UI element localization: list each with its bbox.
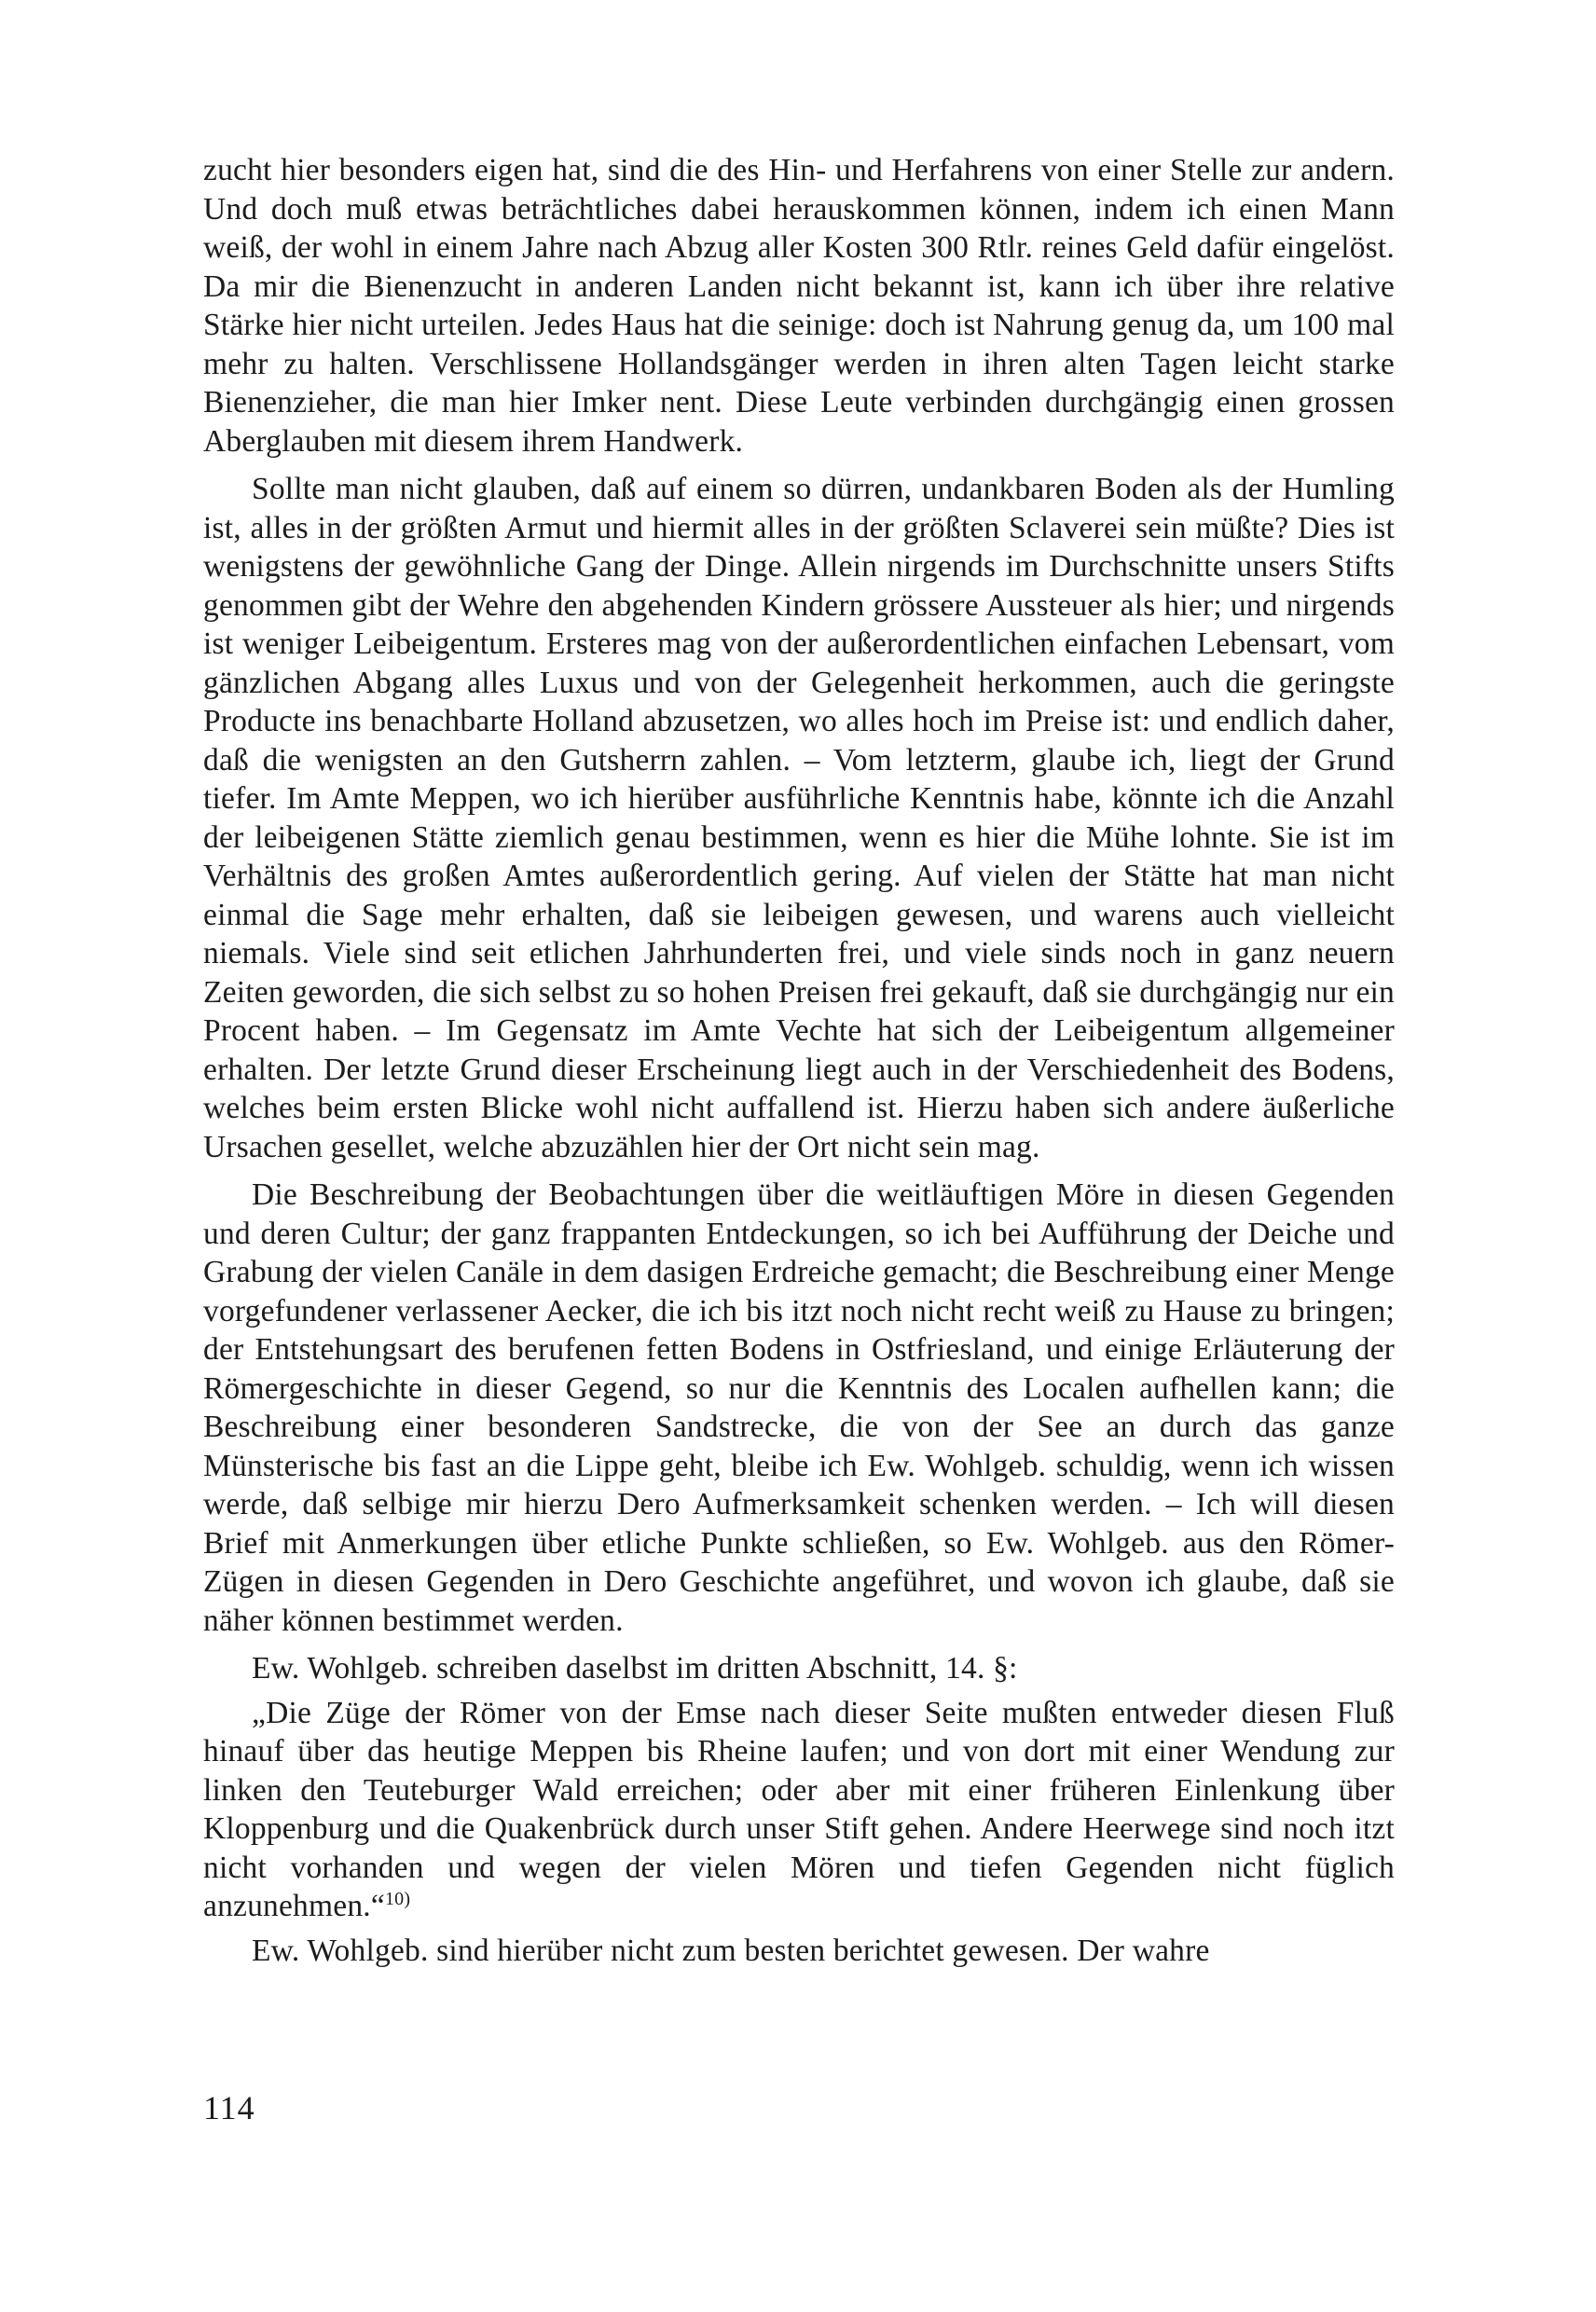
body-text [203, 151, 1395, 1979]
footnote-marker: 10) [384, 1888, 411, 1909]
paragraph-moors-description: Die Beschreibung der Beobachtungen über die weitläuftigen Möre in diesen Gegenden und deren Cultur; der ganz frappanten Entdeckungen, so ich bei Aufführung der Deiche und Grabung der vielen Canäle in dem dasigen Erdreiche gemacht; die Beschreibung einer Menge vorgefundener verlassener Aecker, die ich bis itzt noch nicht recht weiß zu Hause zu bringen; der Entstehungsart des berufenen fetten Bodens in Ostfriesland, und einige Erläuterung der Römergeschichte in dieser Gegend, so nur die Kenntnis des Localen aufhellen kann; die Beschreibung einer besonderen Sandstrecke, die von der See an durch das ganze Münsterische bis fast an die Lippe geht, bleibe ich Ew. Wohlgeb. schuldig, wenn ich wissen werde, daß selbige mir hierzu Dero Aufmerksamkeit schenken werden. – Ich will diesen Brief mit Anmerkungen über etliche Punkte schließen, so Ew. Wohlgeb. aus den Römer-Zügen in diesen Gegenden in Dero Geschichte angeführet, und wovon ich glaube, daß sie näher können bestimmet werden. [203, 1177, 1395, 1638]
paragraph-bee-keeping: zucht hier besonders eigen hat, sind die des Hin- und Herfahrens von einer Stelle zur andern. Und doch muß etwas beträchtliches dabei herauskommen können, indem ich einen Mann weiß, der wohl in einem Jahre nach Abzug aller Kosten 300 Rtlr. reines Geld dafür eingelöst. Da mir die Bienenzucht in anderen Landen nicht bekannt ist, kann ich über ihre relative Stärke hier nicht urteilen. Jedes Haus hat die seinige: doch ist Nahrung genug da, um 100 mal mehr zu halten. Verschlissene Hollandsgänger werden in ihren alten Tagen leicht starke Bienenzieher, die man hier Imker nent. Diese Leute verbinden durchgängig einen grossen Aberglauben mit diesem ihrem Handwerk. [203, 153, 1395, 459]
paragraph-roman-routes-quote [203, 1694, 1395, 1926]
page-number: 114 [203, 2089, 255, 2126]
paragraph-humling-serfdom: Sollte man nicht glauben, daß auf einem so dürren, undankbaren Boden als der Humling ist, alles in der größten Armut und hiermit alles in der größten Sclaverei sein müßte? Dies ist wenigstens der gewöhnliche Gang der Dinge. Allein nirgends im Durchschnitte unsers Stifts genommen gibt der Wehre den abgehenden Kindern grössere Aussteuer als hier; und nirgends ist weniger Leibeigentum. Ersteres mag von der außerordentlichen einfachen Lebensart, vom gänzlichen Abgang alles Luxus und von der Gelegenheit herkommen, auch die geringste Producte ins benachbarte Holland abzusetzen, wo alles hoch im Preise ist: und endlich daher, daß die wenigsten an den Gutsherrn zahlen. – Vom letzterm, glaube ich, liegt der Grund tiefer. Im Amte Meppen, wo ich hierüber ausführliche Kenntnis habe, könnte ich die Anzahl der leibeigenen Stätte ziemlich genau bestimmen, wenn es hier die Mühe lohnte. Sie ist im Verhältnis des großen Amtes außerordentlich gering. Auf vielen der Stätte hat man nicht einmal die Sage mehr erhalten, daß sie leibeigen gewesen, und warens auch vielleicht niemals. Viele sind seit etlichen Jahrhunderten frei, und viele sinds noch in ganz neuern Zeiten geworden, die sich selbst zu so hohen Preisen frei gekauft, daß sie durchgängig nur ein Procent haben. – Im Gegensatz im Amte Vechte hat sich der Leibeigentum allgemeiner erhalten. Der letzte Grund dieser Erscheinung liegt auch in der Verschiedenheit des Bodens, welches beim ersten Blicke wohl nicht auffallend ist. Hierzu haben sich andere äußerliche Ursachen gesellet, welche abzuzählen hier der Ort nicht sein mag. [203, 472, 1395, 1164]
paragraph-third-section-reference: Ew. Wohlgeb. schreiben daselbst im dritten Abschnitt, 14. §: [252, 1651, 1018, 1686]
quote-text: „Die Züge der Römer von der Emse nach dieser Seite mußten entweder diesen Fluß hinauf über das heutige Meppen bis Rheine laufen; und von dort mit einer Wendung zur linken den Teuteburger Wald erreichen; oder aber mit einer früheren Einlenkung über Kloppenburg und die Quakenbrück durch unser Stift gehen. Andere Heerwege sind noch itzt nicht vorhanden und wegen der vielen Mören und tiefen Gegenden nicht füglich anzunehmen.“ [203, 1695, 1395, 1923]
paragraph-closing-line: Ew. Wohlgeb. sind hierüber nicht zum besten berichtet gewesen. Der wahre [252, 1933, 1210, 1968]
